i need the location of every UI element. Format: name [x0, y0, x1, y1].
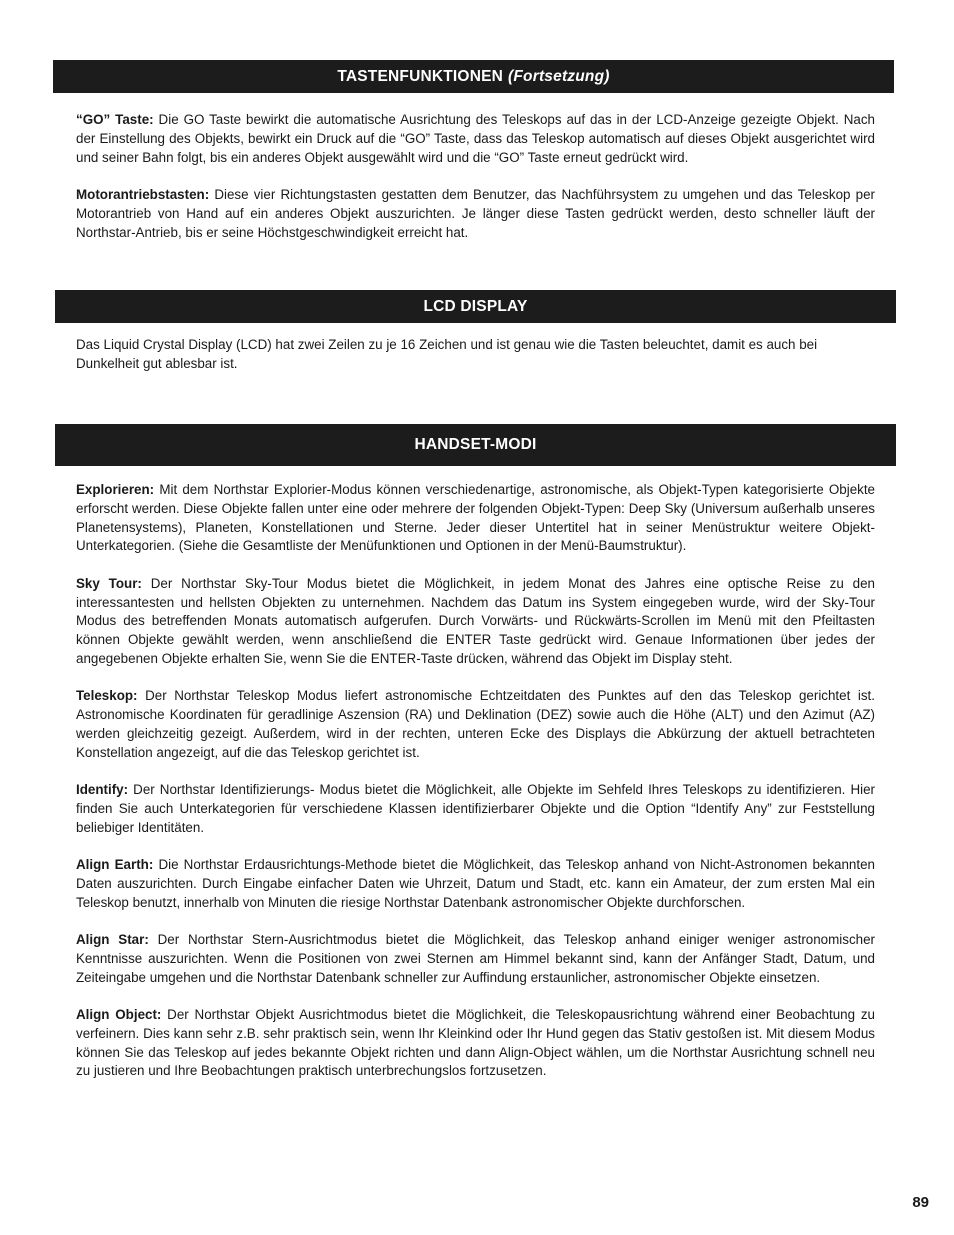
page-number: 89	[912, 1194, 929, 1211]
paragraph-text: Der Northstar Identifizierungs- Modus bietet die Möglichkeit, alle Objekte im Sehfeld Ihres Teleskops zu identifizieren. Hier finden Sie auch Unterkategorien für verschiedene Klassen identifizierbarer Objekte und die Option “Identify Any” zur Feststellung beliebiger Identitäten.	[76, 782, 875, 835]
section-heading-lcd-display	[55, 290, 896, 323]
paragraph-lcd	[76, 336, 872, 374]
section-body-lcd-display	[76, 336, 872, 392]
paragraph-text: Die GO Taste bewirkt die automatische Ausrichtung des Teleskops auf das in der LCD-Anzeige gezeigte Objekt. Nach der Einstellung des Objekts, bewirkt ein Druck auf die “GO” Taste, dass das Teleskop automatisch auf dieses Objekt ausgerichtet wird und seiner Bahn folgt, bis ein anderes Objekt ausgewählt wird und die “GO” Taste erneut gedrückt wird.	[76, 112, 875, 165]
paragraph-term: Align Object:	[76, 1007, 162, 1023]
heading-text: TASTENFUNKTIONEN	[337, 67, 504, 85]
paragraph-text: Die Northstar Erdausrichtungs-Methode bietet die Möglichkeit, das Teleskop anhand von Nicht-Astronomen bekannten Daten auszurichten. Durch Eingabe einfacher Daten wie Uhrzeit, Datum und Stadt, etc. kann ein Amateur, der zum ersten Mal ein Teleskop benutzt, innerhalb von Minuten die riesige Northstar Datenbank astronomischer Objekte durchforschen.	[76, 857, 875, 910]
heading-suffix: (Fortsetzung)	[508, 67, 610, 85]
paragraph-term: Identify:	[76, 782, 129, 798]
section-body-handset-modi	[76, 481, 875, 1100]
paragraph-text: Der Northstar Teleskop Modus liefert astronomische Echtzeitdaten des Punktes auf den das Teleskop gerichtet ist. Astronomische Koordinaten für geradlinige Aszension (RA) und Deklination (DEZ) sowie auch die Höhe (ALT) und den Azimut (AZ) werden gleichzeitig gezeigt. Außerdem, wird in der rechten, unteren Ecke des Displays die Abkürzung der aktuell betrachteten Konstellation angezeigt, auf die das Teleskop gerichtet ist.	[76, 688, 875, 760]
paragraph-term: Sky Tour:	[76, 575, 142, 591]
paragraph-identify	[76, 781, 875, 837]
paragraph-motorantriebstasten	[76, 186, 875, 242]
heading-text: HANDSET-MODI	[414, 436, 537, 453]
paragraph-align-object	[76, 1006, 875, 1081]
paragraph-align-earth	[76, 856, 875, 912]
paragraph-term: Explorieren:	[76, 482, 155, 497]
paragraph-go-taste	[76, 111, 875, 167]
paragraph-text: Der Northstar Stern-Ausrichtmodus bietet die Möglichkeit, das Teleskop anhand einiger weniger astronomischer Kenntnisse auszurichten. Wenn die Positionen von zwei Sternen am Himmel bekannt sind, kann der Anfänger Stadt, Datum, und Zeiteingabe umgehen und die Northstar Datenbank schneller zur Auffindung erstaunlicher, astronomischer Objekte einsetzen.	[76, 932, 875, 985]
heading-text: LCD DISPLAY	[423, 297, 528, 315]
paragraph-term: Align Earth:	[76, 857, 154, 873]
paragraph-text: Der Northstar Sky-Tour Modus bietet die Möglichkeit, in jedem Monat des Jahres eine optische Reise zu den interessantesten und hellsten Objekten zu unternehmen. Nachdem das Datum ins System eingegeben wurde, wird der Sky-Tour Modus des betreffenden Monats automatisch aufgerufen. Durch Vorwärts- und Rückwärts-Scrollen im Menü mit den Pfeiltasten können Objekte gewählt werden, wenn anschließend die ENTER Taste gedrückt wird. Genaue Informationen über jedes der angegebenen Objekte erhalten Sie, wenn Sie die ENTER-Taste drücken, während das Objekt im Display steht.	[76, 575, 875, 666]
paragraph-term: Teleskop:	[76, 688, 138, 704]
paragraph-text: Der Northstar Objekt Ausrichtmodus bietet die Möglichkeit, die Teleskopausrichtung während einer Beobachtung zu verfeinern. Dies kann sehr z.B. sehr praktisch sein, wenn Ihr Kleinkind oder Ihr Hund gegen das Stativ gestoßen ist. Mit diesem Modus können Sie das Teleskop auf jedes bekannte Objekt richten und dann Align-Object wählen, um die Northstar Ausrichtung schnell neu zu justieren und Ihre Beobachtungen praktisch unterbrechungslos fortzusetzen.	[76, 1007, 875, 1079]
paragraph-term: “GO” Taste:	[76, 112, 154, 127]
section-body-tastenfunktionen	[76, 111, 875, 261]
paragraph-text: Mit dem Northstar Explorier-Modus können verschiedenartige, astronomische, als Objekt-Typen kategorisierte Objekte erforscht werden. Diese Objekte fallen unter eine oder mehrere der folgenden Objekt-Typen: Deep Sky (Universum außerhalb unseres Planetensystems), Planeten, Konstellationen und Sterne. Jeder dieser Untertitel hat in seiner Menüstruktur weitere Objekt-Unterkategorien. (Siehe die Gesamtliste der Menüfunktionen und Optionen in der Menü-Baumstruktur).	[76, 482, 875, 554]
section-heading-tastenfunktionen	[53, 60, 894, 93]
section-heading-handset-modi	[55, 424, 896, 466]
paragraph-text: Das Liquid Crystal Display (LCD) hat zwei Zeilen zu je 16 Zeichen und ist genau wie die Tasten beleuchtet, damit es auch bei Dunkelheit gut ablesbar ist.	[76, 337, 818, 371]
paragraph-sky-tour	[76, 575, 875, 669]
paragraph-teleskop	[76, 687, 875, 762]
paragraph-align-star	[76, 931, 875, 987]
paragraph-explorieren	[76, 481, 875, 556]
paragraph-text: Diese vier Richtungstasten gestatten dem Benutzer, das Nachführsystem zu umgehen und das Teleskop per Motorantrieb von Hand auf ein anderes Objekt auszurichten. Je länger diese Tasten gedrückt werden, desto schneller läuft der Northstar-Antrieb, bis er seine Höchstgeschwindigkeit erreicht hat.	[76, 186, 875, 240]
paragraph-term: Align Star:	[76, 932, 149, 948]
paragraph-term: Motorantriebstasten:	[76, 186, 210, 202]
